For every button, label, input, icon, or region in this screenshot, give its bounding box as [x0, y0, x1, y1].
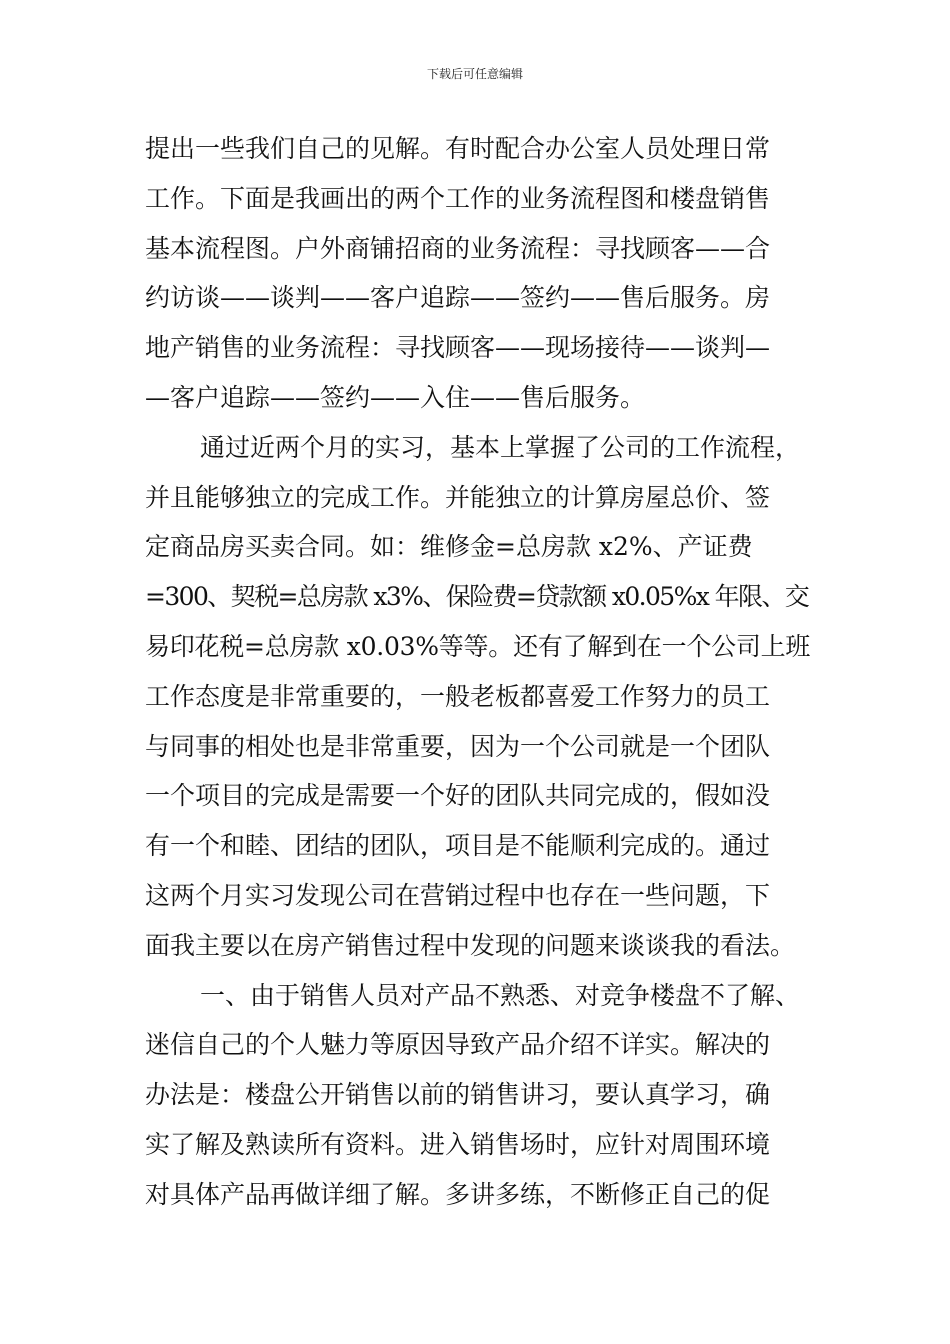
text-line: 基本流程图。户外商铺招商的业务流程：寻找顾客——合 [145, 233, 771, 263]
text-line: 对具体产品再做详细了解。多讲多练，不断修正自己的促 [145, 1179, 771, 1209]
text-line: 约访谈——谈判——客户追踪——签约——售后服务。房 [145, 283, 771, 313]
text-line: 定商品房买卖合同。如：维修金=总房款 x2%、产证费 [145, 532, 753, 562]
text-line: 有一个和睦、团结的团队，项目是不能顺利完成的。通过 [145, 831, 771, 861]
page-header-note: 下载后可任意编辑 [426, 67, 523, 81]
text-line: 迷信自己的个人魅力等原因导致产品介绍不详实。解决的 [145, 1030, 771, 1060]
text-line: 实了解及熟读所有资料。进入销售场时，应针对周围环境 [145, 1129, 771, 1159]
text-line: 一、由于销售人员对产品不熟悉、对竞争楼盘不了解、 [200, 980, 801, 1010]
text-line: —客户追踪——签约——入住——售后服务。 [145, 382, 646, 412]
text-line: 地产销售的业务流程：寻找顾客——现场接待——谈判— [145, 333, 771, 363]
text-line: 一个项目的完成是需要一个好的团队共同完成的，假如没 [145, 781, 771, 811]
text-line: 办法是：楼盘公开销售以前的销售讲习，要认真学习，确 [145, 1080, 771, 1110]
text-line: 并且能够独立的完成工作。并能独立的计算房屋总价、签 [145, 482, 771, 512]
text-line: 提出一些我们自己的见解。有时配合办公室人员处理日常 [145, 134, 771, 163]
text-line: 通过近两个月的实习，基本上掌握了公司的工作流程， [200, 432, 801, 462]
text-line: 这两个月实习发现公司在营销过程中也存在一些问题，下 [145, 880, 771, 910]
document-body [145, 124, 810, 1220]
text-line: 面我主要以在房产销售过程中发现的问题来谈谈我的看法。 [145, 930, 796, 960]
text-line: 工作态度是非常重要的，一般老板都喜爱工作努力的员工 [145, 681, 771, 711]
text-line: 与同事的相处也是非常重要，因为一个公司就是一个团队 [145, 731, 771, 761]
text-line: 易印花税=总房款 x0.03%等等。还有了解到在一个公司上班 [145, 631, 811, 661]
text-line: 工作。下面是我画出的两个工作的业务流程图和楼盘销售 [145, 183, 771, 213]
text-line: =300、契税=总房款 x3%、保险费=贷款额 x0.05%x 年限、交 [145, 582, 809, 612]
